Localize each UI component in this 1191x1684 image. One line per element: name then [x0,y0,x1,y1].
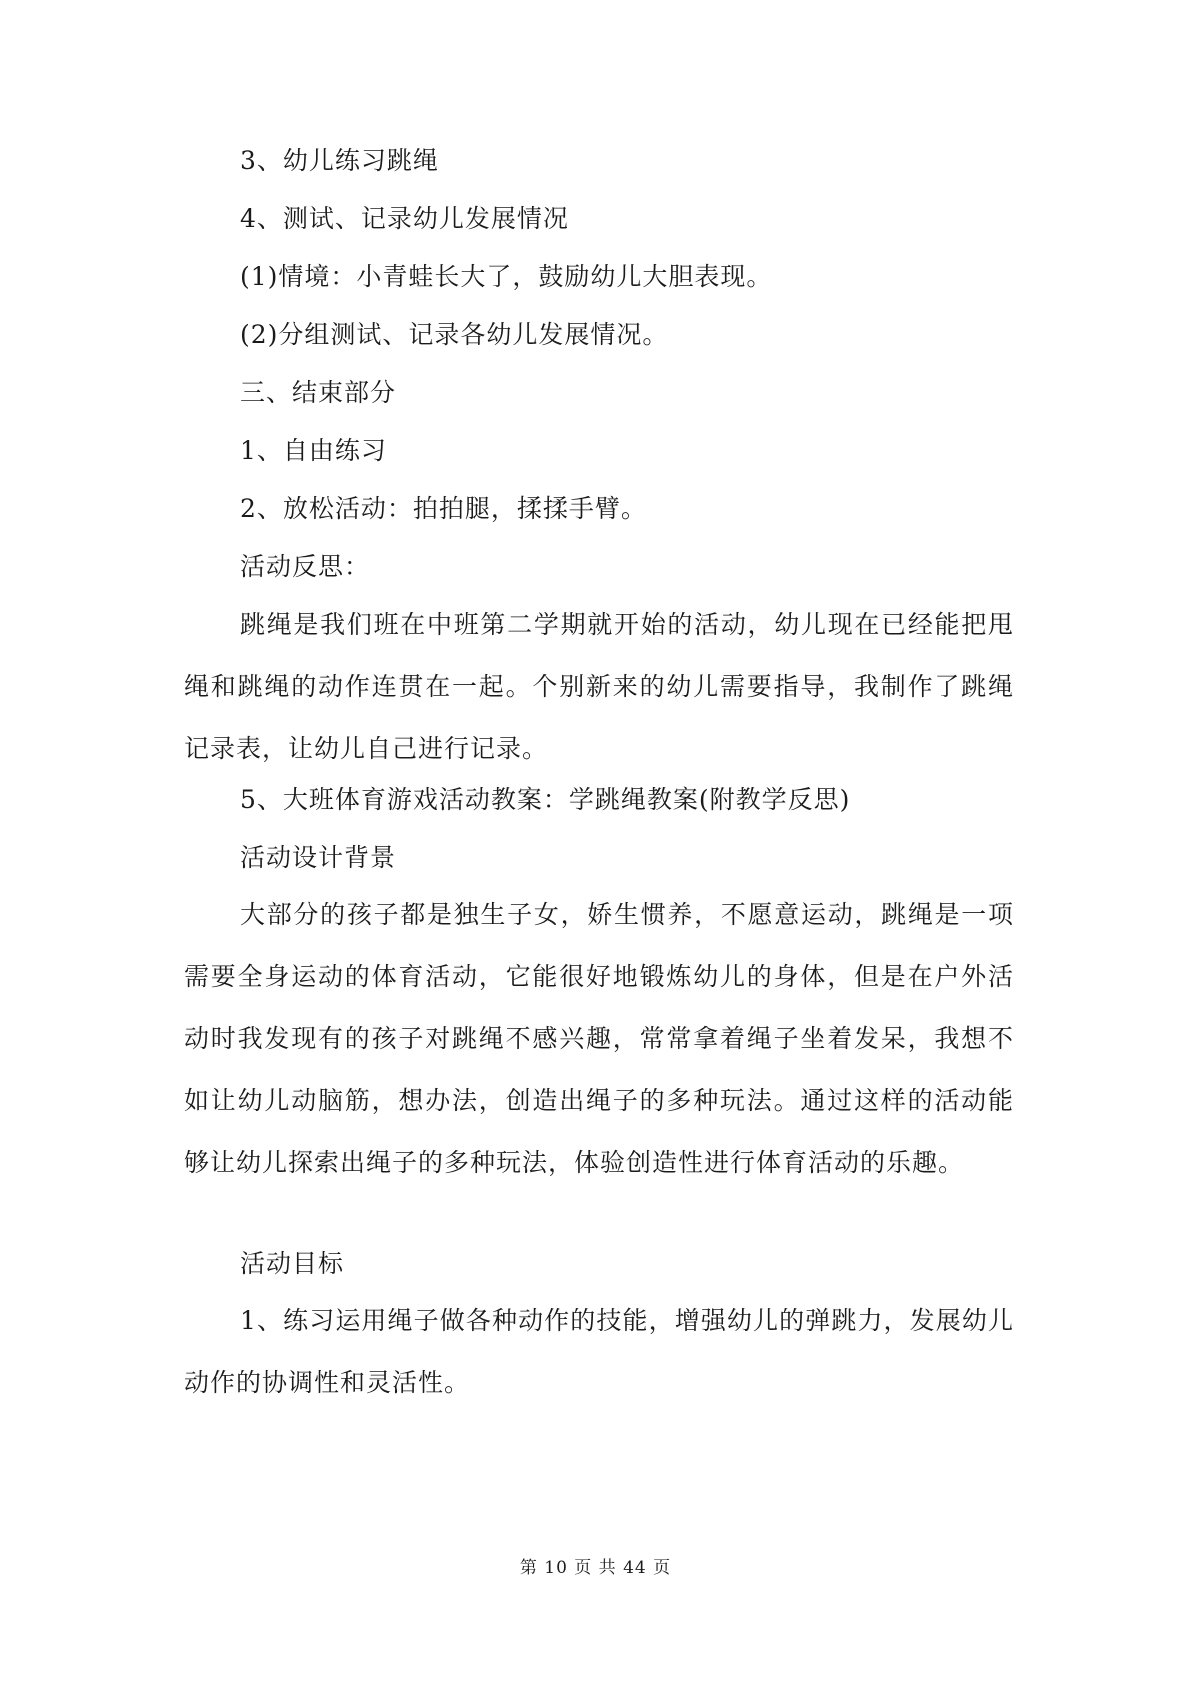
goal-1-paragraph: 1、练习运用绳子做各种动作的技能，增强幼儿的弹跳力，发展幼儿动作的协调性和灵活性。 [184,1306,1014,1397]
step-3-line: 3、幼儿练习跳绳 [240,146,439,175]
section-5-title: 5、大班体育游戏活动教案：学跳绳教案(附教学反思) [240,785,851,814]
page-number-footer: 第 10 页 共 44 页 [519,1558,672,1578]
end-step-2-line: 2、放松活动：拍拍腿，揉揉手臂。 [240,494,647,523]
background-heading: 活动设计背景 [240,843,397,872]
reflection-heading: 活动反思： [240,552,371,581]
goals-heading: 活动目标 [240,1249,345,1278]
background-paragraph: 大部分的孩子都是独生子女，娇生惯养，不愿意运动，跳绳是一项需要全身运动的体育活动，它能很好地锻炼幼儿的身体，但是在户外活动时我发现有的孩子对跳绳不感兴趣，常常拿着绳子坐着发呆，我想不如让幼儿动脑筋，想办法，创造出绳子的多种玩法。通过这样的活动能够让幼儿探索出绳子的多种玩法，体验创造性进行体育活动的乐趣。 [184,900,1014,1177]
section-end-heading: 三、结束部分 [240,378,397,407]
substep-2-line: (2)分组测试、记录各幼儿发展情况。 [240,320,669,349]
substep-1-line: (1)情境：小青蛙长大了，鼓励幼儿大胆表现。 [240,262,773,291]
end-step-1-line: 1、自由练习 [240,436,387,465]
reflection-paragraph: 跳绳是我们班在中班第二学期就开始的活动，幼儿现在已经能把甩绳和跳绳的动作连贯在一起。个别新来的幼儿需要指导，我制作了跳绳记录表，让幼儿自己进行记录。 [184,610,1014,763]
step-4-line: 4、测试、记录幼儿发展情况 [240,204,569,233]
